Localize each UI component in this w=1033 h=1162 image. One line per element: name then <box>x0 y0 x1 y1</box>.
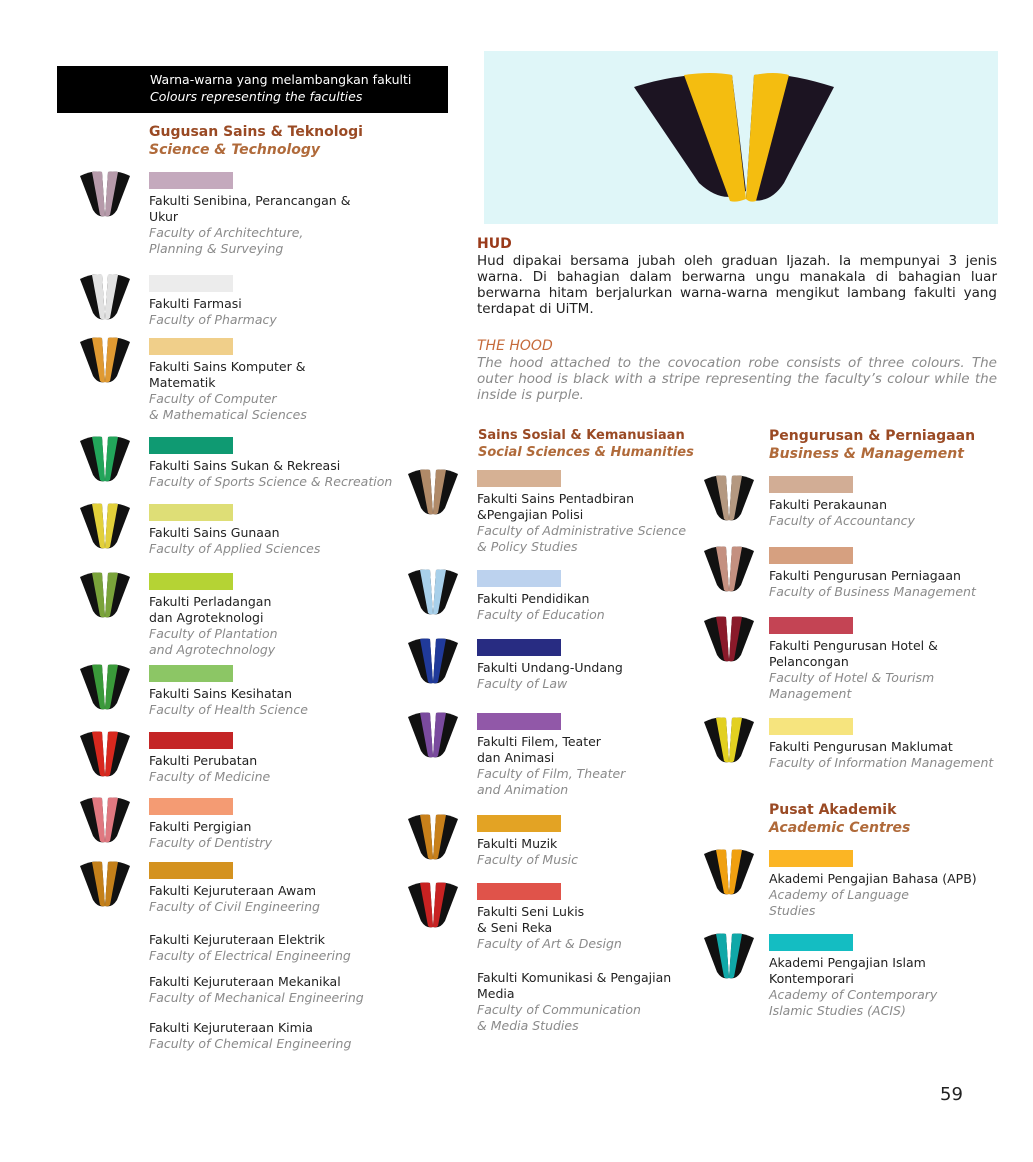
faculty-colours-banner <box>57 66 448 113</box>
faculty-name-ms: Fakulti Perladangan dan Agroteknologi <box>149 594 272 625</box>
faculty-name-en: Faculty of Art & Design <box>477 936 622 951</box>
faculty-colour-swatch <box>769 476 853 493</box>
faculty-name-en: Faculty of Film, Theater and Animation <box>477 766 626 797</box>
faculty-name-en: Academy of Language Studies <box>769 887 909 918</box>
faculty-name-en: Faculty of Medicine <box>149 769 271 784</box>
page-number: 59 <box>940 1084 963 1105</box>
cluster-academic-centres <box>769 802 910 836</box>
faculty-entry <box>477 470 737 555</box>
hood-icon <box>78 273 132 323</box>
hood-icon <box>406 468 460 518</box>
hood-icon <box>406 637 460 687</box>
faculty-colour-swatch <box>149 504 233 521</box>
faculty-colour-swatch <box>149 275 233 292</box>
banner-title-en: Colours representing the faculties <box>150 89 363 104</box>
faculty-entry <box>149 275 409 328</box>
faculty-entry <box>149 932 409 964</box>
faculty-name-en: Faculty of Chemical Engineering <box>149 1036 352 1051</box>
faculty-name-en: Faculty of Pharmacy <box>149 312 277 327</box>
faculty-name-en: Faculty of Computer & Mathematical Sciences <box>149 391 307 422</box>
hero-hood-icon <box>484 51 998 224</box>
faculty-name-en: Faculty of Law <box>477 676 568 691</box>
faculty-name-en: Faculty of Electrical Engineering <box>149 948 351 963</box>
faculty-colour-swatch <box>149 338 233 355</box>
hood-description: The hood attached to the covocation robe consists of three colours. The outer hood is black with a stripe representing the faculty’s colour while the inside is purple. <box>477 355 997 403</box>
hood-icon <box>406 711 460 761</box>
faculty-entry <box>769 617 1029 702</box>
hood-icon <box>702 932 756 982</box>
cluster-title-en: Social Sciences & Humanities <box>478 445 694 460</box>
cluster-title-ms: Sains Sosial & Kemanusiaan <box>478 428 685 443</box>
faculty-colour-swatch <box>769 850 853 867</box>
faculty-entry <box>477 570 737 623</box>
faculty-colour-swatch <box>477 570 561 587</box>
hood-icon <box>78 502 132 552</box>
faculty-colour-swatch <box>477 883 561 900</box>
faculty-colour-swatch <box>149 665 233 682</box>
cluster-title-en: Business & Management <box>769 446 964 462</box>
faculty-name-ms: Fakulti Undang-Undang <box>477 660 623 675</box>
faculty-name-ms: Fakulti Seni Lukis & Seni Reka <box>477 904 585 935</box>
faculty-colour-swatch <box>149 573 233 590</box>
faculty-entry <box>477 883 737 952</box>
hood-icon <box>406 813 460 863</box>
cluster-title-ms: Pusat Akademik <box>769 802 897 818</box>
faculty-entry <box>149 338 409 423</box>
hood-icon <box>702 474 756 524</box>
faculty-entry <box>149 1020 409 1052</box>
hud-title: HUD <box>477 236 512 252</box>
faculty-entry <box>149 573 409 658</box>
faculty-colour-swatch <box>769 617 853 634</box>
cluster-business-management <box>769 428 975 462</box>
hood-title: THE HOOD <box>477 338 553 354</box>
hood-icon <box>78 336 132 386</box>
faculty-name-en: Faculty of Civil Engineering <box>149 899 320 914</box>
faculty-name-ms: Fakulti Kejuruteraan Elektrik <box>149 932 326 947</box>
cluster-title-en: Science & Technology <box>149 142 321 158</box>
faculty-name-ms: Fakulti Perubatan <box>149 753 258 768</box>
hood-icon <box>78 663 132 713</box>
faculty-name-ms: Fakulti Komunikasi & Pengajian Media <box>477 970 672 1001</box>
faculty-name-ms: Fakulti Filem, Teater dan Animasi <box>477 734 601 765</box>
faculty-colour-swatch <box>149 798 233 815</box>
faculty-name-ms: Fakulti Sains Pentadbiran &Pengajian Polisi <box>477 491 635 522</box>
faculty-name-en: Faculty of Health Science <box>149 702 308 717</box>
faculty-entry <box>769 718 1029 771</box>
hood-icon <box>78 435 132 485</box>
faculty-name-en: Faculty of Business Management <box>769 584 976 599</box>
cluster-social-sciences <box>478 428 694 460</box>
faculty-name-en: Faculty of Communication & Media Studies <box>477 1002 641 1033</box>
faculty-entry <box>149 504 409 557</box>
faculty-name-ms: Fakulti Sains Kesihatan <box>149 686 293 701</box>
faculty-name-ms: Fakulti Farmasi <box>149 296 242 311</box>
hood-icon <box>702 848 756 898</box>
faculty-entry <box>149 862 409 915</box>
cluster-science-technology <box>149 124 363 158</box>
faculty-colour-swatch <box>769 934 853 951</box>
hud-description: Hud dipakai bersama jubah oleh graduan Ijazah. Ia mempunyai 3 jenis warna. Di bahagian dalam berwarna ungu manakala di bahagian luar berwarna hitam berjalurkan warna-warna mengikut lambang fakulti yang terdapat di UiTM. <box>477 253 997 317</box>
faculty-name-ms: Fakulti Pergigian <box>149 819 252 834</box>
faculty-name-en: Faculty of Sports Science & Recreation <box>149 474 393 489</box>
faculty-entry <box>769 547 1029 600</box>
faculty-entry <box>769 850 1029 919</box>
faculty-name-en: Academy of Contemporary Islamic Studies (ACIS) <box>769 987 938 1018</box>
faculty-entry <box>149 665 409 718</box>
faculty-entry <box>477 815 737 868</box>
faculty-entry <box>149 732 409 785</box>
cluster-title-ms: Gugusan Sains & Teknologi <box>149 124 363 140</box>
faculty-colour-swatch <box>477 815 561 832</box>
faculty-entry <box>477 639 737 692</box>
faculty-entry <box>769 934 1029 1019</box>
faculty-name-ms: Fakulti Kejuruteraan Kimia <box>149 1020 313 1035</box>
faculty-colour-swatch <box>477 470 561 487</box>
faculty-entry <box>149 974 409 1006</box>
hood-icon <box>78 571 132 621</box>
faculty-name-ms: Fakulti Pengurusan Perniagaan <box>769 568 961 583</box>
faculty-colour-swatch <box>149 732 233 749</box>
faculty-name-ms: Akademi Pengajian Bahasa (APB) <box>769 871 977 886</box>
faculty-name-en: Faculty of Accountancy <box>769 513 915 528</box>
faculty-entry <box>477 713 737 798</box>
faculty-name-ms: Fakulti Kejuruteraan Awam <box>149 883 317 898</box>
faculty-name-ms: Fakulti Senibina, Perancangan & Ukur <box>149 193 351 224</box>
hood-icon <box>78 730 132 780</box>
faculty-name-ms: Akademi Pengajian Islam Kontemporari <box>769 955 926 986</box>
faculty-name-ms: Fakulti Perakaunan <box>769 497 887 512</box>
faculty-entry <box>769 476 1029 529</box>
faculty-name-en: Faculty of Hotel & Tourism Management <box>769 670 935 701</box>
faculty-colour-swatch <box>149 862 233 879</box>
faculty-name-ms: Fakulti Sains Sukan & Rekreasi <box>149 458 341 473</box>
hood-icon <box>702 545 756 595</box>
faculty-name-en: Faculty of Architechture, Planning & Surveying <box>149 225 304 256</box>
hood-icon <box>406 881 460 931</box>
faculty-name-ms: Fakulti Kejuruteraan Mekanikal <box>149 974 341 989</box>
faculty-name-ms: Fakulti Pendidikan <box>477 591 590 606</box>
faculty-name-ms: Fakulti Sains Gunaan <box>149 525 280 540</box>
faculty-entry <box>477 970 737 1034</box>
hood-icon <box>78 860 132 910</box>
faculty-colour-swatch <box>769 547 853 564</box>
faculty-name-en: Faculty of Information Management <box>769 755 994 770</box>
hero-hood-image <box>484 51 998 224</box>
faculty-colour-swatch <box>149 172 233 189</box>
faculty-entry <box>149 437 409 490</box>
faculty-name-ms: Fakulti Pengurusan Maklumat <box>769 739 953 754</box>
hood-icon <box>702 716 756 766</box>
faculty-entry <box>149 798 409 851</box>
faculty-colour-swatch <box>769 718 853 735</box>
faculty-name-en: Faculty of Applied Sciences <box>149 541 321 556</box>
hood-icon <box>78 796 132 846</box>
faculty-name-ms: Fakulti Muzik <box>477 836 558 851</box>
banner-title-ms: Warna-warna yang melambangkan fakulti <box>150 72 412 87</box>
hood-icon <box>78 170 132 220</box>
faculty-colour-swatch <box>149 437 233 454</box>
faculty-name-ms: Fakulti Sains Komputer & Matematik <box>149 359 306 390</box>
faculty-name-en: Faculty of Education <box>477 607 605 622</box>
faculty-name-en: Faculty of Mechanical Engineering <box>149 990 364 1005</box>
faculty-name-en: Faculty of Music <box>477 852 578 867</box>
cluster-title-en: Academic Centres <box>769 820 911 836</box>
hood-icon <box>406 568 460 618</box>
faculty-name-en: Faculty of Administrative Science & Policy Studies <box>477 523 687 554</box>
faculty-colour-swatch <box>477 713 561 730</box>
faculty-colour-swatch <box>477 639 561 656</box>
cluster-title-ms: Pengurusan & Perniagaan <box>769 428 976 444</box>
faculty-name-en: Faculty of Dentistry <box>149 835 272 850</box>
faculty-name-en: Faculty of Plantation and Agrotechnology <box>149 626 278 657</box>
hood-icon <box>702 615 756 665</box>
faculty-entry <box>149 172 409 257</box>
faculty-name-ms: Fakulti Pengurusan Hotel & Pelancongan <box>769 638 938 669</box>
